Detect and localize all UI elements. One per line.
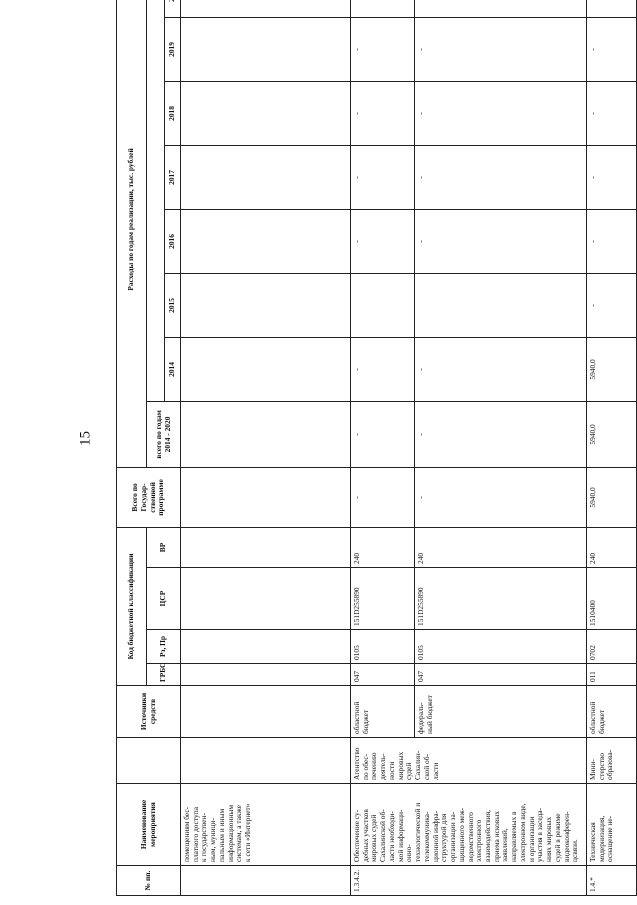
text-line: телекоммуника- [421,811,431,862]
table-header [117,0,181,896]
text-line: щищенного меж- [456,807,466,862]
measure-name [351,784,587,866]
text-line: к сети «Интернет» [243,803,253,862]
year-value [181,145,351,209]
text-line: помещениям бес- [182,806,191,862]
text-line: ности [386,761,396,780]
rzpr-code: 0105 [415,630,587,664]
text-line: взаимодействия, [483,809,493,862]
header-vr: ВР [147,527,181,567]
executor [181,738,351,784]
text-line: электронного [474,819,484,862]
text-line: ниях мировых [544,816,554,862]
text-line: информационным [225,804,235,862]
text-line: пальным и иным [216,808,226,862]
year-value [351,0,415,17]
text-line: системам, а также [234,805,244,862]
header-executor [117,738,181,784]
text-line: электронном виде, [517,803,527,862]
executor [587,738,637,784]
table-row [181,0,351,896]
text-line: бюджет [596,709,606,734]
header-year: 2016 [165,209,181,273]
table-row [587,0,637,896]
csr-code [181,568,351,630]
text-line: областной [588,701,597,734]
csr-code: 151D255890 [351,568,415,630]
total-program: - [415,467,587,527]
header-year [165,0,181,17]
text-line: видеоконферен- [561,811,571,862]
year-value [351,273,415,337]
header-total-years: всего по годам 2014 - 2020 [147,401,181,467]
year-value: - [351,81,415,145]
text-line: цсвязи. [570,839,580,862]
total-years [181,401,351,467]
total-years: - [415,401,587,467]
text-line: оснащение не- [605,815,615,862]
text-line: Сахалин- [413,750,423,780]
total-program: 5940,0 [587,467,637,527]
text-line: печению [369,752,379,780]
year-value: - [351,209,415,273]
csr-code: 1510400 [587,568,637,630]
funding-source [587,686,637,738]
row-number [181,866,351,896]
grbs-code: 047 [415,664,587,686]
text-line: Мини- [588,759,597,780]
year-value [181,209,351,273]
text-line: по обес- [360,753,370,780]
rzpr-code [181,630,351,664]
header-name: Наименование мероприятия [117,784,181,866]
text-line: стерство [596,752,606,780]
text-line: ласти необходи- [386,811,396,862]
text-line: участия в заседа- [535,808,545,862]
year-value [415,0,587,17]
grbs-code: 047 [351,664,415,686]
year-value: - [587,209,637,273]
rzpr-code: 0105 [351,630,415,664]
text-line: технологической и [413,802,423,862]
year-value [415,273,587,337]
text-line: заявлений, [500,828,510,862]
year-value: - [587,17,637,81]
budget-table-container [116,18,616,896]
year-value: - [351,337,415,401]
header-years-blank [147,0,165,401]
year-value: - [415,81,587,145]
grbs-code: 011 [587,664,637,686]
header-rzpr: Рз, Пр [147,630,181,664]
text-line: платного доступа [190,807,200,862]
text-line: ным, муници- [208,818,218,862]
vr-code: 240 [587,527,637,567]
text-line: ской об- [421,754,431,780]
year-value: - [587,273,637,337]
vr-code: 240 [351,527,415,567]
text-line: организации за- [448,811,458,862]
year-value [181,337,351,401]
header-expenses-group: Расходы по годам реализации, тыс. рублей [117,0,147,467]
header-kbk-group: Код бюджетной классификации [117,527,147,685]
table-body [181,0,637,896]
row-number: 1.4.* [587,866,637,896]
row-number: 1.3.4.2. [351,866,587,896]
table-row [351,0,415,896]
text-line: Агентство [352,747,361,780]
header-total-program: Всего по Государ-ственной программе [117,467,181,527]
year-value: - [587,145,637,209]
year-value: - [415,209,587,273]
total-years: 5940,0 [587,401,637,467]
text-line: ласти [430,762,440,780]
text-line: судей в режиме [552,813,562,862]
measure-name [181,784,351,866]
text-line: ный бюджет [424,695,434,734]
text-line: областной [352,701,361,734]
text-line: образова- [605,749,615,780]
text-line: мировых [395,751,405,780]
year-value: - [587,81,637,145]
text-line: судей [404,762,414,780]
measure-name [587,784,637,866]
csr-code: 151D255890 [415,568,587,630]
budget-table [116,0,637,896]
text-line: бюджет [360,709,370,734]
year-value [181,81,351,145]
text-line: мой информаци- [395,809,405,862]
text-line: и организации [526,816,536,862]
header-num: № пп. [117,866,181,896]
header-grbs: ГРБС [147,664,181,686]
year-value: - [415,17,587,81]
text-line: Сахалинской об- [378,809,388,862]
header-source: Источники средств [117,686,181,738]
rzpr-code: 0702 [587,630,637,664]
header-year: 2018 [165,81,181,145]
text-line: ционной инфра- [430,810,440,862]
grbs-code [181,664,351,686]
header-year: 2017 [165,145,181,209]
text-line: приема исковых [491,811,501,862]
text-line: мировых судей [369,814,379,862]
funding-source [415,686,587,738]
year-value: - [415,337,587,401]
year-value: - [415,145,587,209]
text-line: ведомственного [465,811,475,862]
header-year: 2019 [165,17,181,81]
year-value: 5940,0 [587,337,637,401]
text-line: модернизация, [596,815,606,862]
text-line: онно- [404,844,414,862]
total-program: - [351,467,415,527]
text-line: структурой для [439,813,449,862]
vr-code [181,527,351,567]
text-line: Обеспечение су- [352,809,361,862]
year-value [181,273,351,337]
page-number: 15 [77,431,94,446]
rotated-table-area [116,18,616,896]
funding-source [351,686,415,738]
executor [351,738,587,784]
total-years: - [351,401,415,467]
text-line: к государствен- [199,813,209,862]
funding-source [181,686,351,738]
year-value [181,17,351,81]
vr-code: 240 [415,527,587,567]
year-value: - [351,17,415,81]
header-year: 2014 [165,337,181,401]
year-value [587,0,637,17]
text-line: дебных участков [360,809,370,862]
text-line: Техническая [588,822,597,862]
text-line: деятель- [378,753,388,780]
total-program [181,467,351,527]
header-year: 2015 [165,273,181,337]
year-value: - [351,145,415,209]
header-csr: ЦСР [147,568,181,630]
text-line: федераль- [416,702,425,734]
text-line: направляемых в [509,811,519,862]
year-value [181,0,351,17]
